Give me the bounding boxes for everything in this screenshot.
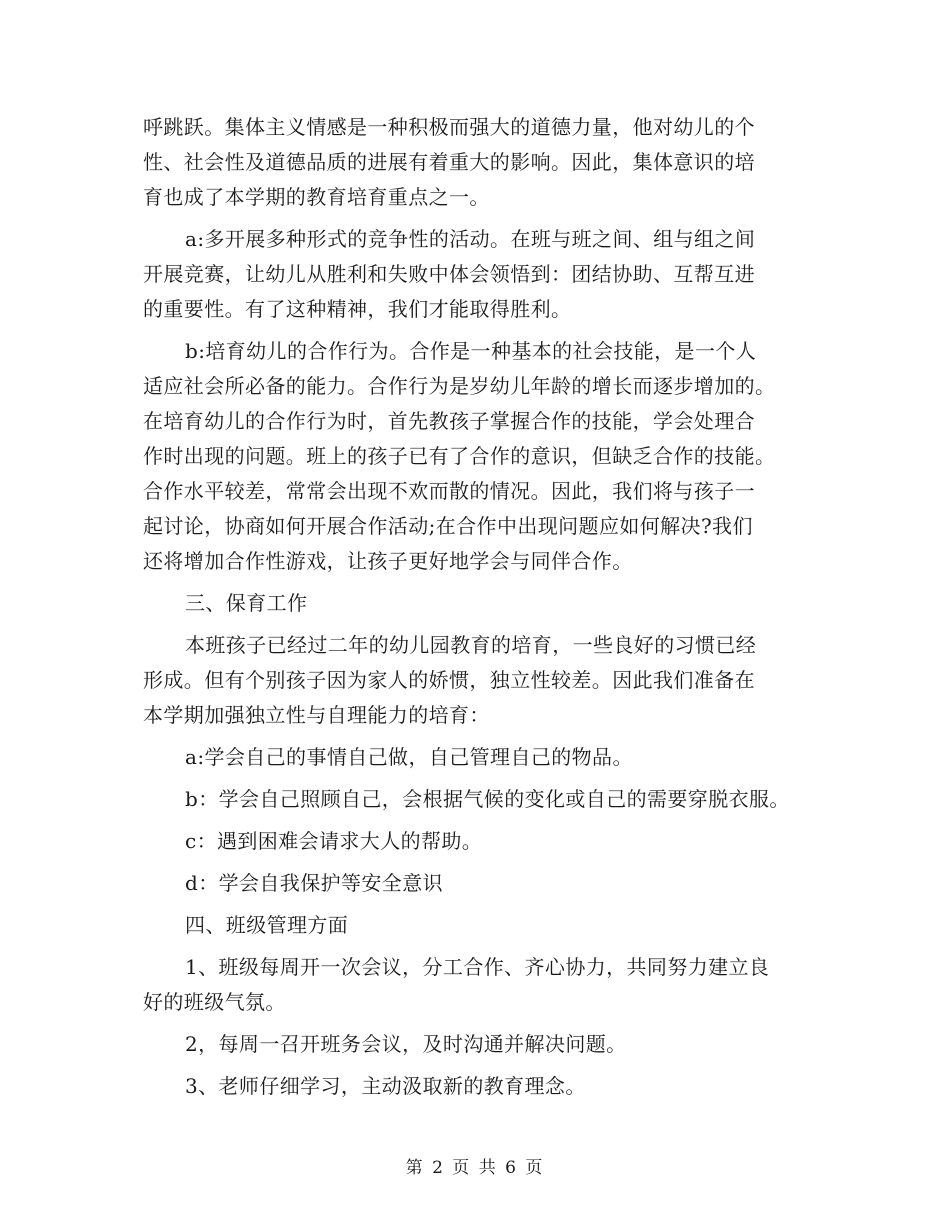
text-line: 适应社会所必备的能力。合作行为是岁幼儿年龄的增长而逐步增加的。 <box>143 374 776 398</box>
page-number: 第 2 页 共 6 页 <box>405 1158 545 1178</box>
paragraph-start-line: 1、班级每周开一次会议，分工合作、齐心协力，共同努力建立良 <box>185 955 770 979</box>
text-line: 开展竞赛，让幼儿从胜利和失败中体会领悟到：团结协助、互帮互进 <box>143 262 755 286</box>
text-line: 在培育幼儿的合作行为时，首先教孩子掌握合作的技能，学会处理合 <box>143 409 755 433</box>
paragraph-start-line: 本班孩子已经过二年的幼儿园教育的培育，一些良好的习惯已经 <box>185 633 757 657</box>
paragraph-start-line: b:培育幼儿的合作行为。合作是一种基本的社会技能，是一个人 <box>185 339 757 363</box>
text-line: 本学期加强独立性与自理能力的培育： <box>143 703 490 727</box>
list-item: b：学会自己照顾自己，会根据气候的变化或自己的需要穿脱衣服。 <box>185 787 790 811</box>
text-line: 形成。但有个别孩子因为家人的娇惯，独立性较差。因此我们准备在 <box>143 668 755 692</box>
text-line: 合作水平较差，常常会出现不欢而散的情况。因此，我们将与孩子一 <box>143 479 755 503</box>
section-heading: 三、保育工作 <box>185 591 308 615</box>
text-line: 呼跳跃。集体主义情感是一种积极而强大的道德力量，他对幼儿的个 <box>143 115 755 139</box>
paragraph-start-line: 3、老师仔细学习，主动汲取新的教育理念。 <box>185 1074 586 1098</box>
text-line: 育也成了本学期的教育培育重点之一。 <box>143 185 490 209</box>
list-item: d：学会自我保护等安全意识 <box>185 871 444 895</box>
document-body <box>143 110 823 1104</box>
paragraph-start-line: 2，每周一召开班务会议，及时沟通并解决问题。 <box>185 1032 627 1056</box>
text-line: 好的班级气氛。 <box>143 990 286 1014</box>
text-line: 起讨论，协商如何开展合作活动;在合作中出现问题应如何解决?我们 <box>143 514 753 538</box>
text-line: 性、社会性及道德品质的进展有着重大的影响。因此，集体意识的培 <box>143 150 755 174</box>
section-heading: 四、班级管理方面 <box>185 913 349 937</box>
list-item: a:学会自己的事情自己做，自己管理自己的物品。 <box>185 745 633 769</box>
text-line: 还将增加合作性游戏，让孩子更好地学会与同伴合作。 <box>143 549 633 573</box>
text-line: 的重要性。有了这种精神，我们才能取得胜利。 <box>143 297 572 321</box>
paragraph-start-line: a:多开展多种形式的竞争性的活动。在班与班之间、组与组之间 <box>185 227 756 251</box>
text-line: 作时出现的问题。班上的孩子已有了合作的意识，但缺乏合作的技能。 <box>143 444 776 468</box>
list-item: c：遇到困难会请求大人的帮助。 <box>185 829 483 853</box>
